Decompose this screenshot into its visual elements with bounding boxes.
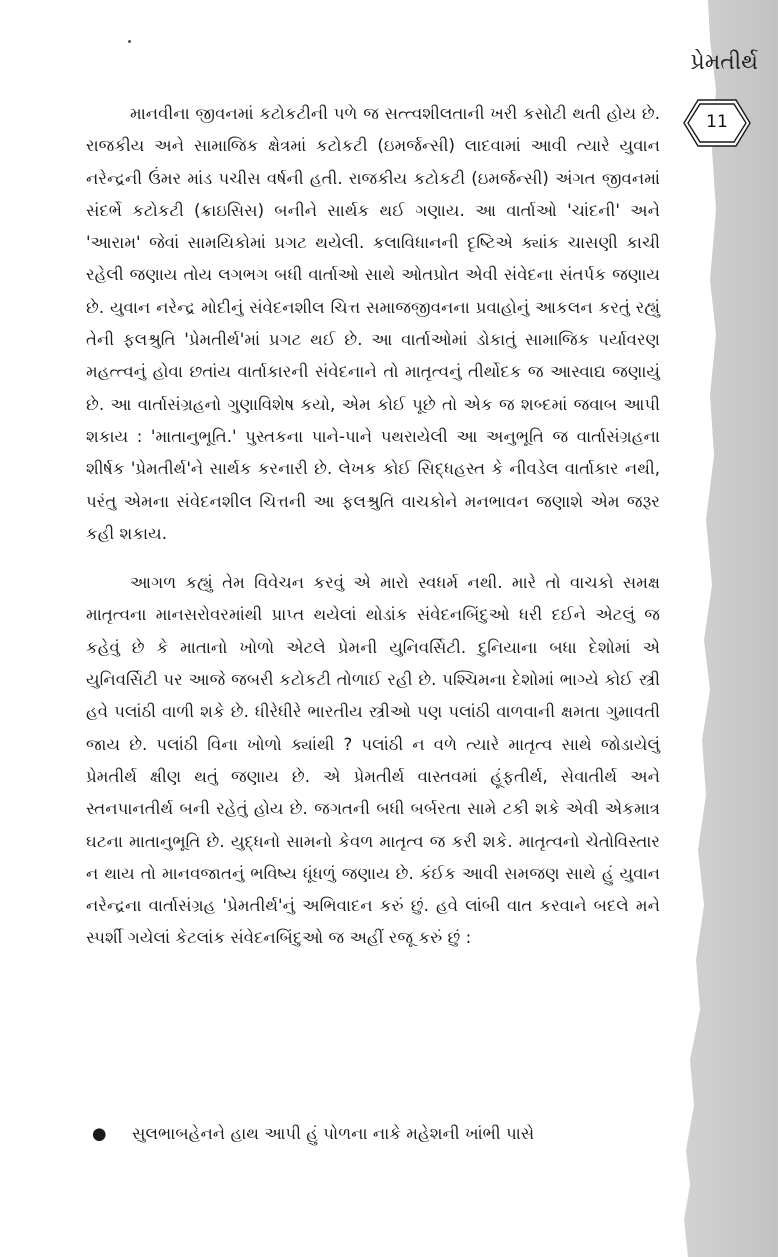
bullet-text: સુલભાબહેનને હાથ આપી હું પોળના નાકે મહેશની ખાંભી પાસે bbox=[132, 1124, 535, 1143]
page-number: 11 bbox=[706, 112, 728, 132]
paragraph: આગળ કહ્યું તેમ વિવેચન કરવું એ મારો સ્વધર્મ નથી. મારે તો વાચકો સમક્ષ માતૃત્વના માનસરોવરમાંથી પ્રાપ્ત થયેલાં થોડાંક સંવેદનબિંદુઓ ધરી દઈને એટલું જ કહેવું છે કે માતાનો ખોળો એટલે પ્રેમની યુનિવર્સિટી. દુનિયાના બધા દેશોમાં એ યુનિવર્સિટી પર આજે જબરી કટોકટી તોળાઈ રહી છે. પશ્ચિમના દેશોમાં ભાગ્યે કોઈ સ્ત્રી હવે પલાંઠી વાળી શકે છે. ધીરેધીરે ભારતીય સ્ત્રીઓ પણ પલાંઠી વાળવાની ક્ષમતા ગુમાવતી જાય છે. પલાંઠી વિના ખોળો ક્યાંથી ? પલાંઠી ન વળે ત્યારે માતૃત્વ સાથે જોડાયેલું પ્રેમતીર્થ ક્ષીણ થતું જણાય છે. એ પ્રેમતીર્થ વાસ્તવમાં હૂંફતીર્થ, સેવાતીર્થ અને સ્તનપાનતીર્થ બની રહેતું હોય છે. જગતની બધી બર્બરતા સામે ટકી શકે એવી એકમાત્ર ઘટના માતાનુભૂતિ છે. યુદ્ધનો સામનો કેવળ માતૃત્વ જ કરી શકે. માતૃત્વનો ચેતોવિસ્તાર ન થાય તો માનવજાતનું ભવિષ્ય ધૂંધળું જણાય છે. કંઈક આવી સમજણ સાથે હું યુવાન નરેન્દ્રના વાર્તાસંગ્રહ 'પ્રેમતીર્થ'નું અભિવાદન કરું છું. હવે લાંબી વાત કરવાને બદલે મને સ્પર્શી ગયેલાં કેટલાંક સંવેદનબિંદુઓ જ અહીં રજૂ કરું છું : bbox=[86, 573, 660, 948]
body-text bbox=[86, 98, 660, 955]
print-speck bbox=[128, 40, 131, 43]
running-header-title: પ્રેમતીર્થ bbox=[690, 50, 758, 75]
bullet-icon: ● bbox=[92, 1124, 107, 1143]
paragraph: માનવીના જીવનમાં કટોકટીની પળે જ સત્ત્વશીલતાની ખરી કસોટી થતી હોય છે. રાજકીય અને સામાજિક ક્ષેત્રમાં કટોકટી (ઇમર્જન્સી) લાદવામાં આવી ત્યારે યુવાન નરેન્દ્રની ઉંમર માંડ પચીસ વર્ષની હતી. રાજકીય કટોકટી (ઇમર્જન્સી) અંગત જીવનમાં સંદર્ભે કટોકટી (ક્રાઇસિસ) બનીને સાર્થક થઈ ગણાય. આ વાર્તાઓ 'ચાંદની' અને 'આરામ' જેવાં સામયિકોમાં પ્રગટ થયેલી. કલાવિધાનની દૃષ્ટિએ ક્યાંક ચાસણી કાચી રહેલી જણાય તોય લગભગ બધી વાર્તાઓ સાથે ઓતપ્રોત એવી સંવેદના સંતર્પક જણાય છે. યુવાન નરેન્દ્ર મોદીનું સંવેદનશીલ ચિત્ત સમાજજીવનના પ્રવાહોનું આકલન કરતું રહ્યું તેની ફલશ્રુતિ 'પ્રેમતીર્થ'માં પ્રગટ થઈ છે. આ વાર્તાઓમાં ડોકાતું સામાજિક પર્યાવરણ મહત્ત્વનું હોવા છતાંય વાર્તાકારની સંવેદનાને તો માતૃત્વનું તીર્થોદક જ આસ્વાદ્ય જણાયું છે. આ વાર્તાસંગ્રહનો ગુણાવિશેષ કયો, એમ કોઈ પૂછે તો એક જ શબ્દમાં જવાબ આપી શકાય : 'માતાનુભૂતિ.' પુસ્તકના પાને-પાને પથરાયેલી આ અનુભૂતિ જ વાર્તાસંગ્રહના શીર્ષક 'પ્રેમતીર્થ'ને સાર્થક કરનારી છે. લેખક કોઈ સિદ્ધહસ્ત કે નીવડેલ વાર્તાકાર નથી, પરંતુ એમના સંવેદનશીલ ચિત્તની આ ફલશ્રુતિ વાચકોને મનભાવન જણાશે એમ જરૂર કહી શકાય. bbox=[86, 104, 660, 543]
